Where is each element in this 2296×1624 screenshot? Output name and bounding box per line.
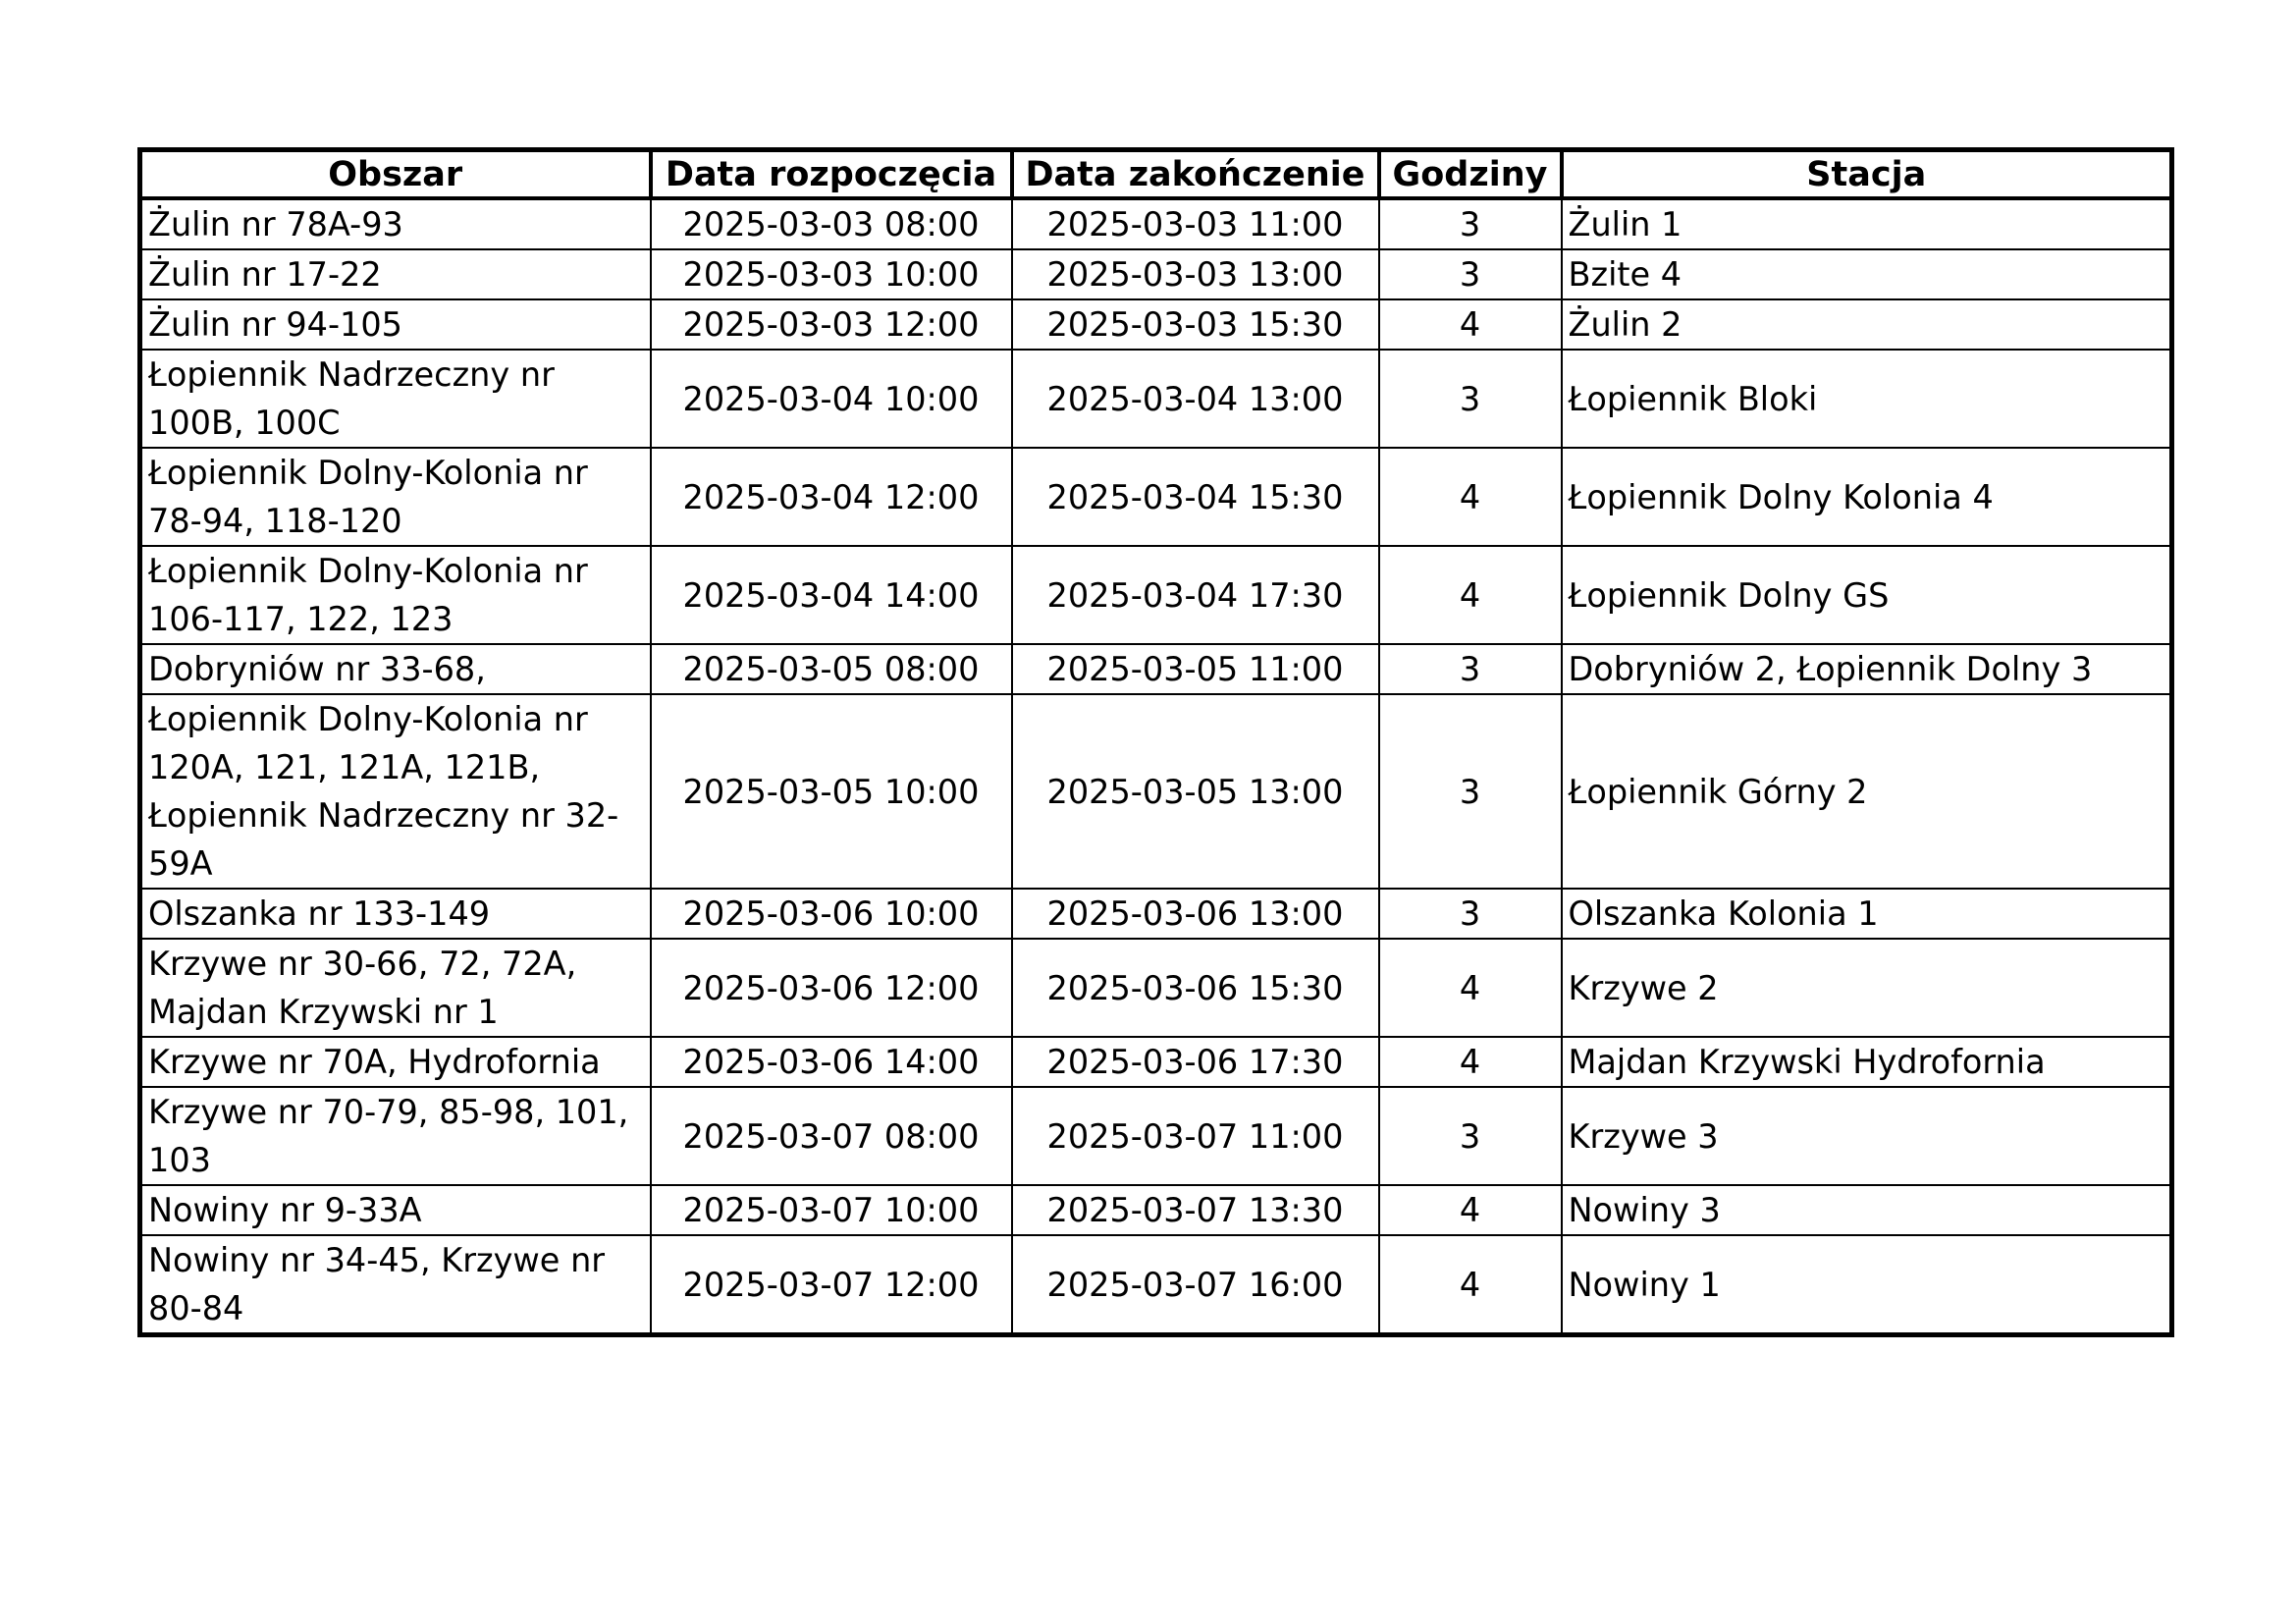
cell-hours: 4 [1379,1235,1562,1335]
cell-area: Nowiny nr 9-33A [140,1185,651,1235]
table-row [140,1185,2172,1235]
header-end-date: Data zakończenie [1012,150,1379,199]
header-area: Obszar [140,150,651,199]
cell-station: Łopiennik Bloki [1562,350,2172,448]
cell-station: Nowiny 1 [1562,1235,2172,1335]
cell-end-date: 2025-03-03 15:30 [1012,299,1379,350]
cell-area: Krzywe nr 70-79, 85-98, 101, 103 [140,1087,651,1185]
cell-station: Krzywe 2 [1562,939,2172,1037]
cell-station: Olszanka Kolonia 1 [1562,889,2172,939]
cell-area: Łopiennik Dolny-Kolonia nr 78-94, 118-120 [140,448,651,546]
table-row [140,249,2172,299]
table-row [140,1037,2172,1087]
cell-start-date: 2025-03-04 14:00 [651,546,1012,644]
cell-hours: 3 [1379,198,1562,249]
cell-end-date: 2025-03-07 13:30 [1012,1185,1379,1235]
cell-area: Łopiennik Dolny-Kolonia nr 120A, 121, 121A, 121B, Łopiennik Nadrzeczny nr 32-59A [140,694,651,889]
cell-end-date: 2025-03-04 15:30 [1012,448,1379,546]
table-row [140,299,2172,350]
cell-hours: 4 [1379,546,1562,644]
cell-station: Łopiennik Dolny Kolonia 4 [1562,448,2172,546]
cell-start-date: 2025-03-05 10:00 [651,694,1012,889]
cell-start-date: 2025-03-04 12:00 [651,448,1012,546]
cell-start-date: 2025-03-06 12:00 [651,939,1012,1037]
cell-start-date: 2025-03-03 08:00 [651,198,1012,249]
table-row [140,889,2172,939]
table-header-row [140,150,2172,199]
cell-end-date: 2025-03-06 17:30 [1012,1037,1379,1087]
cell-start-date: 2025-03-07 10:00 [651,1185,1012,1235]
cell-end-date: 2025-03-04 13:00 [1012,350,1379,448]
cell-hours: 3 [1379,644,1562,694]
cell-hours: 4 [1379,1037,1562,1087]
header-start-date: Data rozpoczęcia [651,150,1012,199]
table-row [140,694,2172,889]
cell-station: Bzite 4 [1562,249,2172,299]
table-row [140,198,2172,249]
cell-start-date: 2025-03-04 10:00 [651,350,1012,448]
cell-hours: 4 [1379,299,1562,350]
cell-station: Dobryniów 2, Łopiennik Dolny 3 [1562,644,2172,694]
cell-end-date: 2025-03-05 11:00 [1012,644,1379,694]
cell-hours: 3 [1379,249,1562,299]
cell-hours: 3 [1379,889,1562,939]
cell-start-date: 2025-03-03 12:00 [651,299,1012,350]
cell-area: Olszanka nr 133-149 [140,889,651,939]
cell-area: Łopiennik Dolny-Kolonia nr 106-117, 122, 123 [140,546,651,644]
cell-end-date: 2025-03-06 15:30 [1012,939,1379,1037]
table-body [140,198,2172,1335]
cell-start-date: 2025-03-06 14:00 [651,1037,1012,1087]
cell-hours: 4 [1379,1185,1562,1235]
cell-station: Nowiny 3 [1562,1185,2172,1235]
header-hours: Godziny [1379,150,1562,199]
header-station: Stacja [1562,150,2172,199]
cell-start-date: 2025-03-07 08:00 [651,1087,1012,1185]
cell-area: Dobryniów nr 33-68, [140,644,651,694]
cell-end-date: 2025-03-04 17:30 [1012,546,1379,644]
cell-end-date: 2025-03-03 11:00 [1012,198,1379,249]
cell-station: Żulin 2 [1562,299,2172,350]
cell-end-date: 2025-03-03 13:00 [1012,249,1379,299]
cell-area: Żulin nr 78A-93 [140,198,651,249]
outage-schedule-table [137,147,2174,1337]
cell-start-date: 2025-03-07 12:00 [651,1235,1012,1335]
table-row [140,448,2172,546]
cell-start-date: 2025-03-05 08:00 [651,644,1012,694]
cell-hours: 4 [1379,448,1562,546]
cell-station: Łopiennik Górny 2 [1562,694,2172,889]
cell-end-date: 2025-03-06 13:00 [1012,889,1379,939]
cell-area: Łopiennik Nadrzeczny nr 100B, 100C [140,350,651,448]
cell-station: Żulin 1 [1562,198,2172,249]
table-row [140,939,2172,1037]
table-row [140,644,2172,694]
cell-hours: 4 [1379,939,1562,1037]
cell-area: Żulin nr 94-105 [140,299,651,350]
cell-area: Krzywe nr 30-66, 72, 72A, Majdan Krzywski nr 1 [140,939,651,1037]
cell-hours: 3 [1379,694,1562,889]
cell-area: Nowiny nr 34-45, Krzywe nr 80-84 [140,1235,651,1335]
cell-area: Żulin nr 17-22 [140,249,651,299]
table-row [140,546,2172,644]
cell-end-date: 2025-03-07 11:00 [1012,1087,1379,1185]
cell-area: Krzywe nr 70A, Hydrofornia [140,1037,651,1087]
cell-start-date: 2025-03-03 10:00 [651,249,1012,299]
cell-end-date: 2025-03-05 13:00 [1012,694,1379,889]
cell-end-date: 2025-03-07 16:00 [1012,1235,1379,1335]
table-row [140,1235,2172,1335]
cell-station: Krzywe 3 [1562,1087,2172,1185]
table-row [140,1087,2172,1185]
table-row [140,350,2172,448]
cell-station: Łopiennik Dolny GS [1562,546,2172,644]
cell-start-date: 2025-03-06 10:00 [651,889,1012,939]
cell-hours: 3 [1379,350,1562,448]
cell-station: Majdan Krzywski Hydrofornia [1562,1037,2172,1087]
cell-hours: 3 [1379,1087,1562,1185]
